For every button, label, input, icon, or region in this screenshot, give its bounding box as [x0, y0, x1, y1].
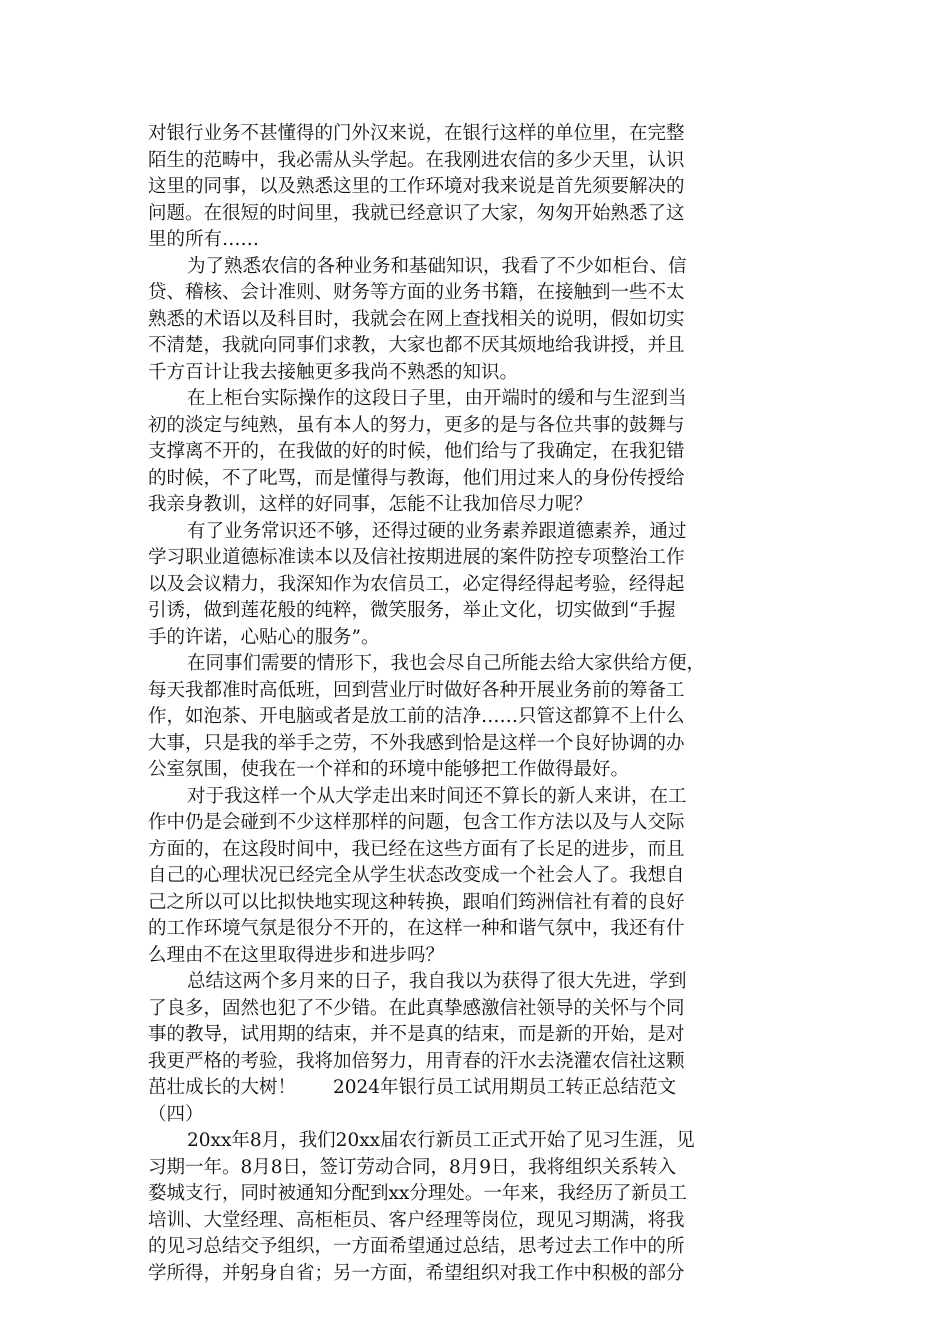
document-body-text	[148, 121, 810, 1287]
text-line: （四）	[148, 1103, 204, 1125]
text-line: 事的教导，试用期的结束，并不是真的结束，而是新的开始，是对	[148, 1024, 685, 1045]
text-line: 公室氛围，使我在一个祥和的环境中能够把工作做得最好。	[148, 759, 630, 780]
text-line: 在上柜台实际操作的这段日子里，由开端时的缓和与生涩到当	[187, 388, 687, 409]
text-line: 里的所有……	[148, 229, 260, 250]
text-line: 贷、稽核、会计准则、财务等方面的业务书籍，在接触到一些不太	[148, 282, 685, 303]
text-line: 陌生的范畴中，我必需从头学起。在我刚进农信的多少天里，认识	[148, 149, 685, 171]
text-line: 么理由不在这里取得进步和进步吗？	[148, 944, 445, 966]
text-line: 初的淡定与纯熟，虽有本人的努力，更多的是与各位共事的鼓舞与	[148, 414, 685, 436]
text-line: 作，如泡茶、开电脑或者是放工前的洁净……只管这都算不上什么	[148, 706, 685, 727]
text-line: 培训、大堂经理、高柜柜员、客户经理等岗位，现见习期满，将我	[148, 1209, 685, 1231]
text-line: 这里的同事，以及熟悉这里的工作环境对我来说是首先须要解决的	[148, 176, 685, 197]
text-line: 大事，只是我的举手之劳，不外我感到恰是这样一个良好协调的办	[148, 732, 685, 754]
text-line: 有了业务常识还不够，还得过硬的业务素养跟道德素养，通过	[187, 520, 687, 542]
text-line: 以及会议精力，我深知作为农信员工，必定得经得起考验，经得起	[148, 573, 685, 595]
text-line: 不清楚，我就向同事们求教，大家也都不厌其烦地给我讲授，并且	[148, 335, 685, 356]
text-line: 问题。在很短的时间里，我就已经意识了大家，匆匆开始熟悉了这	[148, 202, 685, 224]
text-line: 我亲身教训，这样的好同事，怎能不让我加倍尽力呢？	[148, 494, 593, 515]
text-line: 的工作环境气氛是很分不开的，在这样一种和谐气氛中，我还有什	[148, 918, 685, 939]
text-line: 学所得，并躬身自省；另一方面，希望组织对我工作中积极的部分	[148, 1262, 685, 1284]
text-line: 方面的，在这段时间中，我已经在这些方面有了长足的进步，而且	[148, 838, 685, 860]
text-line: 为了熟悉农信的各种业务和基础知识，我看了不少如柜台、信	[187, 255, 687, 277]
text-line: 手的许诺，心贴心的服务”。	[148, 626, 380, 648]
text-line: 熟悉的术语以及科目时，我就会在网上查找相关的说明，假如切实	[148, 308, 685, 330]
text-line: 在同事们需要的情形下，我也会尽自己所能去给大家供给方便，	[187, 653, 706, 674]
text-line: 自己的心理状况已经完全从学生状态改变成一个社会人了。我想自	[148, 865, 685, 886]
text-line: 了良多，固然也犯了不少错。在此真挚感激信社领导的关怀与个同	[148, 997, 685, 1019]
text-line: 的见习总结交予组织，一方面希望通过总结，思考过去工作中的所	[148, 1236, 685, 1257]
text-line: 每天我都准时高低班，回到营业厅时做好各种开展业务前的筹备工	[148, 679, 685, 701]
text-line: 总结这两个多月来的日子，我自我以为获得了很大先进，学到	[187, 971, 687, 992]
text-line: 对银行业务不甚懂得的门外汉来说，在银行这样的单位里，在完整	[148, 123, 685, 144]
text-line: 习期一年。8月8日，签订劳动合同，8月9日，我将组织关系转入	[148, 1156, 677, 1178]
text-line: 茁壮成长的大树！ 2024年银行员工试用期员工转正总结范文	[148, 1077, 677, 1098]
text-line: 对于我这样一个从大学走出来时间还不算长的新人来讲，在工	[187, 785, 687, 807]
text-line: 引诱，做到莲花般的纯粹，微笑服务，举止文化，切实做到“手握	[148, 600, 676, 621]
text-line: 20xx年8月，我们20xx届农行新员工正式开始了见习生涯，见	[187, 1130, 695, 1151]
text-line: 支撑离不开的，在我做的好的时候，他们给与了我确定，在我犯错	[148, 441, 685, 462]
text-line: 的时候，不了叱骂，而是懂得与教诲，他们用过来人的身份传授给	[148, 467, 685, 489]
text-line: 己之所以可以比拟快地实现这种转换，跟咱们筠洲信社有着的良好	[148, 891, 685, 913]
text-line: 我更严格的考验，我将加倍努力，用青春的汗水去浇灌农信社这颗	[148, 1050, 685, 1072]
text-line: 学习职业道德标准读本以及信社按期进展的案件防控专项整治工作	[148, 547, 685, 568]
text-line: 千方百计让我去接触更多我尚不熟悉的知识。	[148, 361, 519, 383]
text-line: 作中仍是会碰到不少这样那样的问题，包含工作方法以及与人交际	[148, 812, 685, 833]
text-line: 婺城支行，同时被通知分配到xx分理处。一年来，我经历了新员工	[148, 1183, 687, 1204]
